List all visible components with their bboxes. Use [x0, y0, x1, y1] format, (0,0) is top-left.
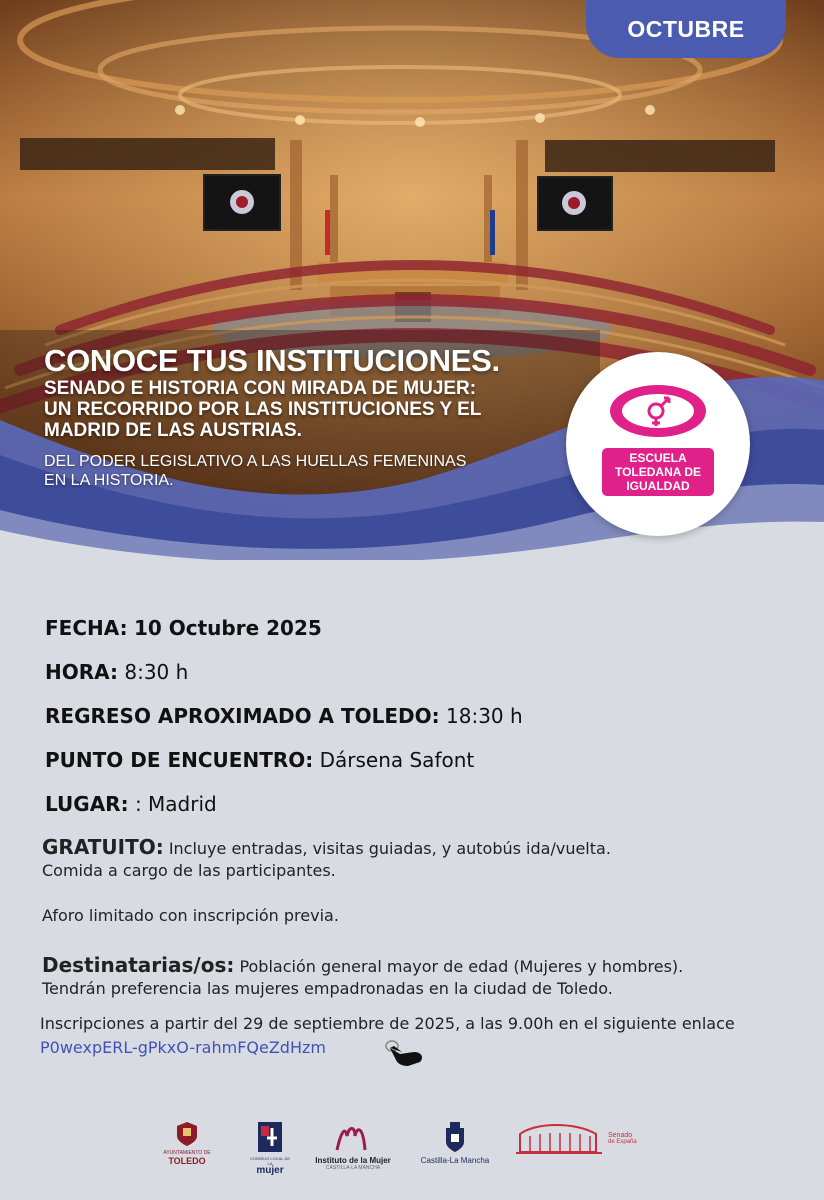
senado-line2: de España	[608, 1139, 637, 1145]
aforo-text: Aforo limitado con inscripción previa.	[42, 906, 339, 925]
toledo-line2: TOLEDO	[168, 1156, 206, 1166]
destinatarias-block	[42, 954, 812, 1000]
toledo-line1: AYUNTAMIENTO DE	[163, 1150, 211, 1156]
hero-banner	[0, 0, 824, 560]
subtitle-line: MADRID DE LAS AUSTRIAS.	[44, 420, 302, 441]
hora-row	[45, 660, 188, 684]
senado-building-icon	[516, 1122, 606, 1156]
page-subtitle	[44, 378, 584, 441]
senado-line1: Senado	[608, 1132, 633, 1139]
punto-row	[45, 748, 474, 772]
gratuito-label: GRATUITO:	[42, 835, 164, 859]
punto-label: PUNTO DE ENCUENTRO:	[45, 748, 314, 772]
destinatarias-text: Población general mayor de edad (Mujeres y hombres).	[239, 957, 684, 976]
escuela-line: IGUALDAD	[626, 479, 690, 493]
tagline-line: EN LA HISTORIA.	[44, 472, 174, 489]
instituto-line1: Instituto de la Mujer	[315, 1156, 391, 1165]
subtitle-line: SENADO E HISTORIA CON MIRADA DE MUJER:	[44, 378, 477, 399]
lugar-row	[45, 792, 217, 816]
page-tagline	[44, 452, 564, 490]
lugar-label: LUGAR:	[45, 792, 129, 816]
lugar-value: : Madrid	[134, 792, 217, 816]
regreso-row	[45, 704, 523, 728]
instituto-m-icon	[333, 1122, 373, 1152]
escuela-label	[602, 448, 714, 496]
pointing-hand-icon	[384, 1038, 428, 1068]
hora-value: 8:30 h	[124, 660, 189, 684]
escuela-toledana-logo	[566, 352, 750, 536]
senado-logo	[516, 1122, 656, 1156]
castilla-line1: Castilla-La Mancha	[420, 1156, 490, 1165]
toledo-crest-icon	[172, 1122, 202, 1146]
fecha-row	[45, 616, 322, 640]
toledo-logo	[160, 1122, 214, 1166]
regreso-label: REGRESO APROXIMADO A TOLEDO:	[45, 704, 440, 728]
destinatarias-text-2: Tendrán preferencia las mujeres empadronadas en la ciudad de Toledo.	[42, 979, 613, 998]
consejo-mujer-logo	[248, 1122, 292, 1175]
punto-value: Dársena Safont	[319, 748, 475, 772]
tagline-line: DEL PODER LEGISLATIVO A LAS HUELLAS FEMENINAS	[44, 453, 467, 470]
regreso-value: 18:30 h	[446, 704, 523, 728]
event-details	[0, 560, 824, 1200]
destinatarias-label: Destinatarias/os:	[42, 953, 235, 977]
registration-link[interactable]: P0wexpERL-gPkxO-rahmFQeZdHzm	[40, 1038, 326, 1057]
castilla-shield-icon	[444, 1122, 466, 1152]
fecha-label: FECHA:	[45, 616, 128, 640]
escuela-line: ESCUELA	[629, 451, 687, 465]
castilla-la-mancha-logo	[418, 1122, 492, 1165]
gratuito-text-2: Comida a cargo de las participantes.	[42, 861, 336, 880]
inscripciones-text: Inscripciones a partir del 29 de septiembre de 2025, a las 9.00h en el siguiente enlace	[40, 1014, 735, 1033]
gender-symbols-icon	[606, 380, 710, 442]
instituto-line2: CASTILLA-LA MANCHA	[325, 1165, 381, 1171]
hora-label: HORA:	[45, 660, 118, 684]
instituto-mujer-logo	[308, 1122, 398, 1171]
escuela-line: TOLEDANA DE	[614, 465, 701, 479]
consejo-mujer-icon	[258, 1122, 282, 1152]
fecha-value: 10 Octubre 2025	[133, 616, 322, 640]
page-title: CONOCE TUS INSTITUCIONES.	[44, 343, 500, 378]
footer-logos	[0, 1122, 824, 1182]
gratuito-text: Incluye entradas, visitas guiadas, y autobús ida/vuelta.	[168, 839, 611, 858]
month-badge: OCTUBRE	[586, 0, 786, 58]
gratuito-block	[42, 836, 802, 882]
subtitle-line: UN RECORRIDO POR LAS INSTITUCIONES Y EL	[44, 399, 482, 420]
consejo-line2: mujer	[256, 1165, 284, 1176]
consejo-line1: CONSEJO LOCAL DE LA	[249, 1156, 291, 1166]
